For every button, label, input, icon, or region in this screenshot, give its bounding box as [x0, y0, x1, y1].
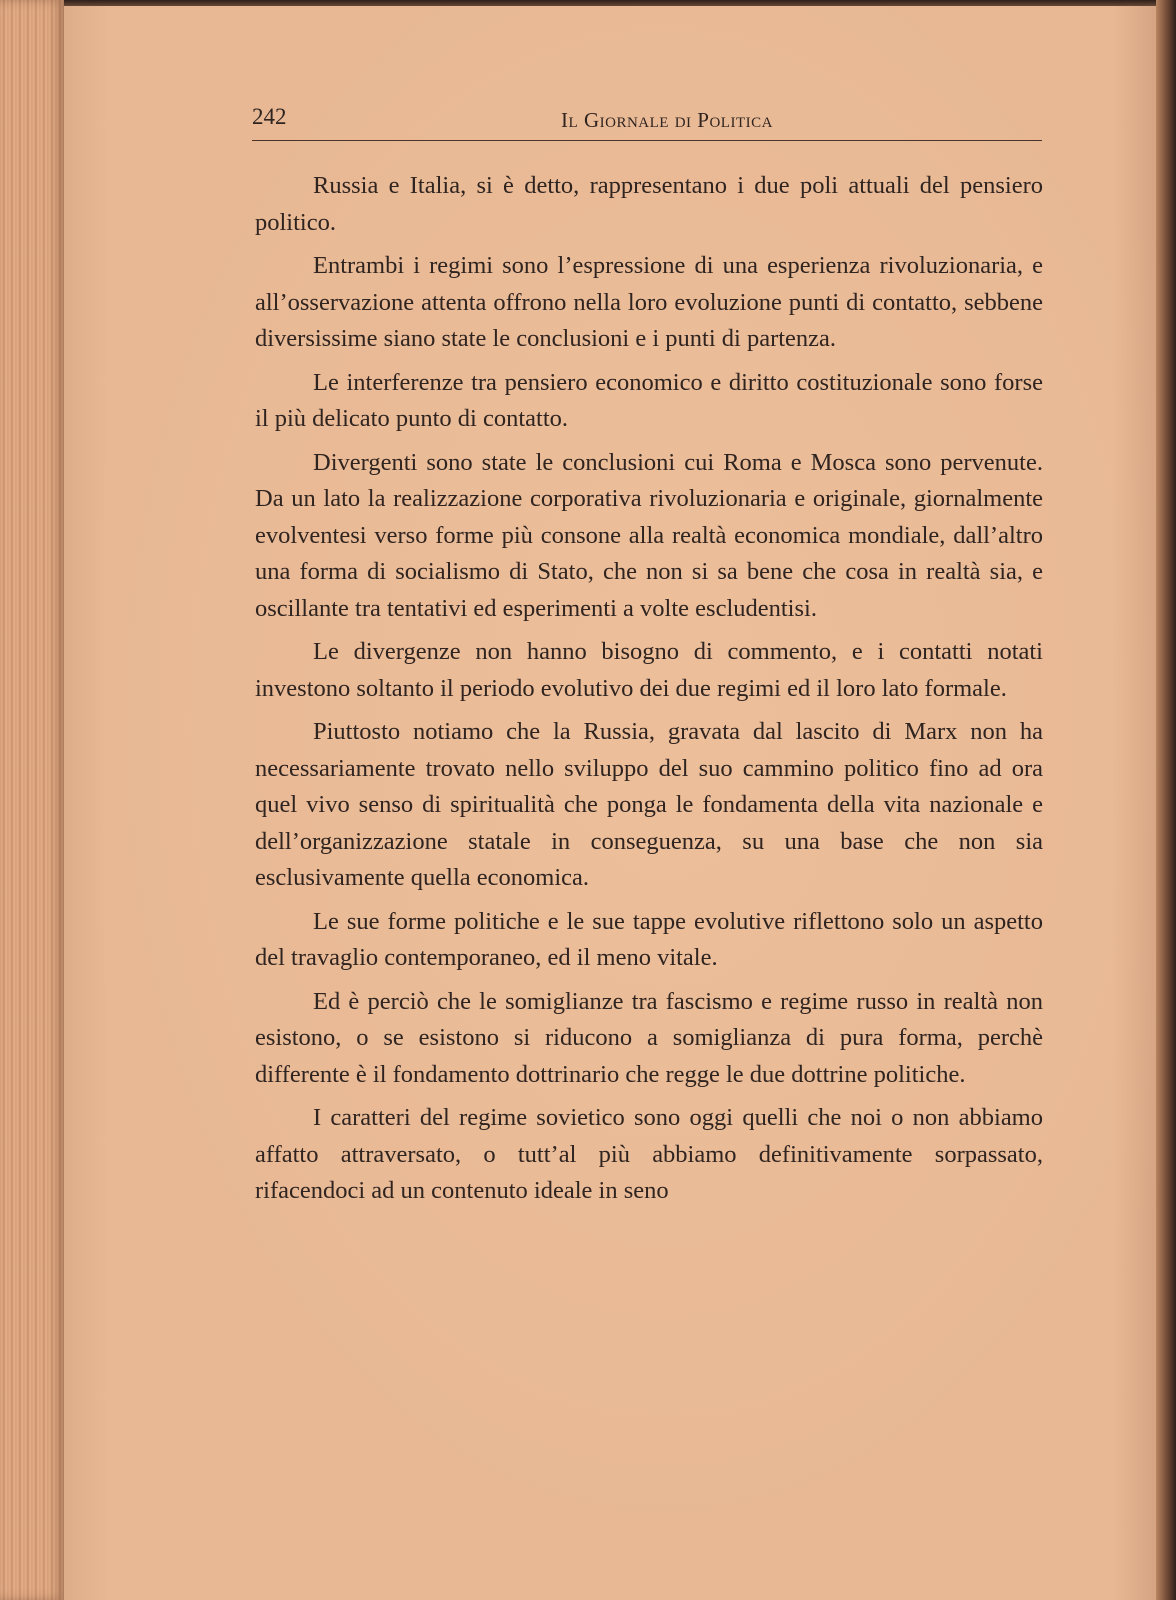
body-text — [255, 168, 1043, 1217]
page-header — [252, 100, 1042, 141]
stacked-page-edges — [0, 0, 64, 1600]
paragraph: Russia e Italia, si è detto, rappresentano i due poli attuali del pensiero politico. — [255, 172, 1043, 236]
paragraph: Le interferenze tra pensiero economico e diritto costituzionale sono forse il più delicato punto di contatto. — [255, 368, 1043, 432]
page-number: 242 — [252, 104, 287, 129]
paragraph: Divergenti sono state le conclusioni cui Roma e Mosca sono pervenute. Da un lato la realizzazione corporativa rivoluzionaria e originale, giornalmente evolventesi verso forme più consone alla realtà economica mondiale, dall’altro una forma di socialismo di Stato, che non si sa bene che cosa in realtà sia, e oscillante tra tentativi ed esperimenti a volte escludentisi. — [255, 448, 1043, 622]
book-gutter-shadow — [1156, 0, 1176, 1600]
paragraph: Entrambi i regimi sono l’espressione di una esperienza rivoluzionaria, e all’osservazione attenta offrono nella loro evoluzione punti di contatto, sebbene diversissime siano state le conclusioni e i punti di partenza. — [255, 252, 1043, 352]
paragraph: I caratteri del regime sovietico sono oggi quelli che noi o non abbiamo affatto attraversato, o tutt’al più abbiamo definitivamente sorpassato, rifacendoci ad un contenuto ideale in seno — [255, 1104, 1043, 1204]
paragraph: Ed è perciò che le somiglianze tra fascismo e regime russo in realtà non esistono, o se esistono si riducono a somiglianza di pura forma, perchè differente è il fondamento dottrinario che regge le due dottrine politiche. — [255, 987, 1043, 1088]
paragraph: Le sue forme politiche e le sue tappe evolutive riflettono solo un aspetto del travaglio contemporaneo, ed il meno vitale. — [255, 907, 1043, 971]
paragraph: Le divergenze non hanno bisogno di commento, e i contatti notati investono soltanto il periodo evolutivo dei due regimi ed il loro lato formale. — [255, 638, 1043, 702]
running-title: Il Giornale di Politica — [561, 108, 773, 132]
paragraph: Piuttosto notiamo che la Russia, gravata dal lascito di Marx non ha necessariamente trovato nello sviluppo del suo cammino politico fino ad ora quel vivo senso di spiritualità che ponga le fondamenta della vita nazionale e dell’organizzazione statale in conseguenza, su una base che non sia esclusivamente quella economica. — [255, 718, 1043, 891]
